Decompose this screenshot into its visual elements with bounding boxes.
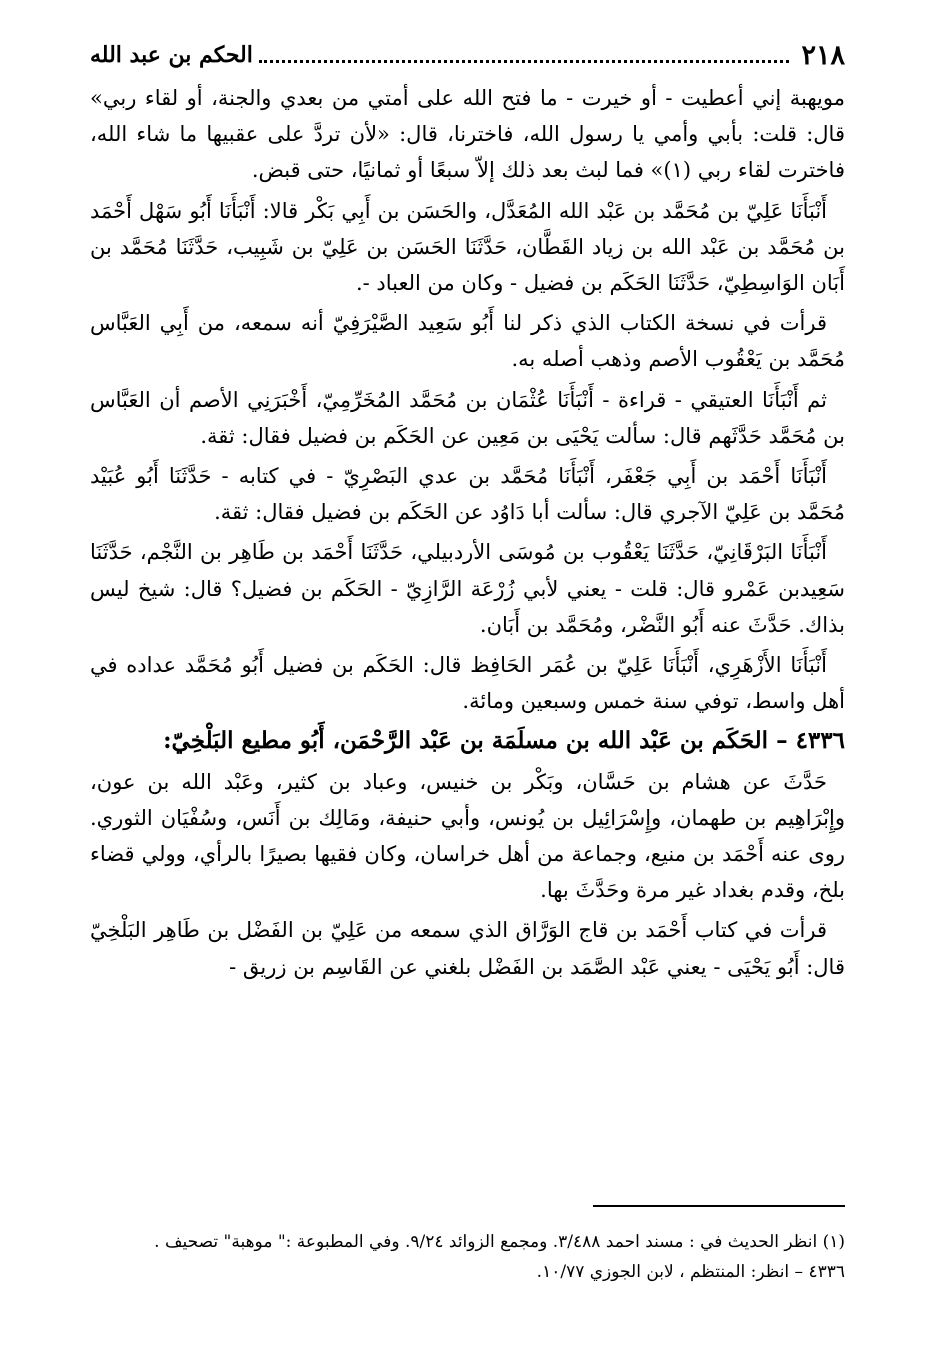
page-header bbox=[90, 30, 845, 80]
paragraph-hadith-continuation: مويهبة إني أعطيت - أو خيرت - ما فتح الله على أمتي من بعدي والجنة، أو لقاء ربي» قال: قلت: بأبي وأمي يا رسول الله، فاخترنا، قال: «لأن تردَّ على عقبيها ما شاء الله، فاخترت لقاء ربي (١)» فما لبث بعد ذلك إلاّ سبعًا أو ثمانيًا، حتى قبض. bbox=[90, 86, 845, 183]
paragraph-abu-zurah: أَنْبَأَنَا البَرْقَانِيّ، حَدَّثَنَا يَعْقُوب بن مُوسَى الأردبيلي، حَدَّثَنَا أَحْمَد بن طَاهِر بن النَّجْم، حَدَّثَنَا سَعِيدبن عَمْرو قال: قلت - يعني لأبي زُرْعَة الرَّازِيّ - الحَكَم بن فضيل؟ قال: شيخ ليس بذاك. حَدَّثَ عنه أَبُو النَّضْر، ومُحَمَّد بن أَبَان. bbox=[90, 540, 845, 637]
dotted-leader bbox=[259, 60, 790, 63]
main-text bbox=[90, 80, 845, 985]
biography-entry-heading: ٤٣٣٦ – الحَكَم بن عَبْد الله بن مسلَمَة بن عَبْد الرَّحْمَن، أَبُو مطيع البَلْخِيّ: bbox=[163, 727, 845, 755]
paragraph-entry-narrators: حَدَّثَ عن هشام بن حَسَّان، وبَكْر بن خنيس، وعباد بن كثير، وعَبْد الله بن عون، وإِبْرَاهِيم بن طهمان، وإِسْرَائِيل بن يُونس، وأبي حنيفة، ومَالِك بن أَنَس، وسُفْيَان الثوري. روى عنه أَحْمَد بن منيع، وجماعة من أهل خراسان، وكان فقيها بصيرًا بالرأي، وولي قضاء بلخ، وقدم بغداد غير مرة وحَدَّثَ بها. bbox=[90, 769, 845, 903]
running-title: الحكم بن عبد الله bbox=[90, 42, 253, 68]
paragraph-reading-note: قرأت في نسخة الكتاب الذي ذكر لنا أَبُو سَعِيد الصَّيْرَفِيّ أنه سمعه، من أَبِي العَبَّاس مُحَمَّد بن يَعْقُوب الأصم وذهب أصله به. bbox=[90, 311, 845, 372]
paragraph-ibn-maeen: ثم أَنْبَأَنَا العتيقي - قراءة - أَنْبَأَنَا عُثْمَان بن مُحَمَّد المُخَرِّمِيّ، أَخْبَرَنِي الأصم أن العَبَّاس بن مُحَمَّد حَدَّثَهم قال: سألت يَحْيَى بن مَعِين عن الحَكَم بن فضيل فقال: ثقة. bbox=[90, 387, 845, 448]
paragraph-abu-dawud: أَنْبَأَنَا أَحْمَد بن أَبِي جَعْفَر، أَنْبَأَنَا مُحَمَّد بن عدي البَصْرِيّ - في كتابه - حَدَّثَنَا أَبُو عُبَيْد مُحَمَّد بن عَلِيّ الآجري قال: سألت أبا دَاوُد عن الحَكَم بن فضيل فقال: ثقة. bbox=[90, 464, 845, 525]
paragraph-daraqutni: أَنْبَأَنَا الأَزْهَرِي، أَنْبَأَنَا عَلِيّ بن عُمَر الحَافِظ قال: الحَكَم بن فضيل أَبُو مُحَمَّد عداده في أهل واسط، توفي سنة خمس وسبعين ومائة. bbox=[90, 653, 845, 714]
paragraph-entry-reading: قرأت في كتاب أَحْمَد بن قاج الوَرَّاق الذي سمعه من عَلِيّ بن الفَضْل بن طَاهِر البَلْخِيّ قال: أَبُو يَحْيَى - يعني عَبْد الصَّمَد بن الفَضْل بلغني عن القَاسِم بن زريق - bbox=[90, 918, 845, 979]
page-number: ٢١٨ bbox=[801, 39, 845, 71]
paragraph-isnad-1: أَنْبَأَنَا عَلِيّ بن مُحَمَّد بن عَبْد الله المُعَدَّل، والحَسَن بن أَبِي بَكْر قالا: أَنْبَأَنَا أَبُو سَهْل أَحْمَد بن مُحَمَّد بن عَبْد الله بن زياد القَطَّان، حَدَّثَنَا الحَسَن بن عَلِيّ بن شَبِيب، حَدَّثَنَا مُحَمَّد بن أَبَان الوَاسِطِيّ، حَدَّثَنَا الحَكَم بن فضيل - وكان من العباد -. bbox=[90, 198, 845, 296]
footnote-1: (١) انظر الحديث في : مسند احمد ٣/٤٨٨. ومجمع الزوائد ٩/٢٤. وفي المطبوعة :" موهبة" تصحيف . bbox=[154, 1232, 845, 1252]
footnote-entry-source: ٤٣٣٦ – انظر: المنتظم ، لابن الجوزي ١٠/٧٧. bbox=[536, 1262, 845, 1282]
book-page bbox=[90, 30, 845, 1358]
